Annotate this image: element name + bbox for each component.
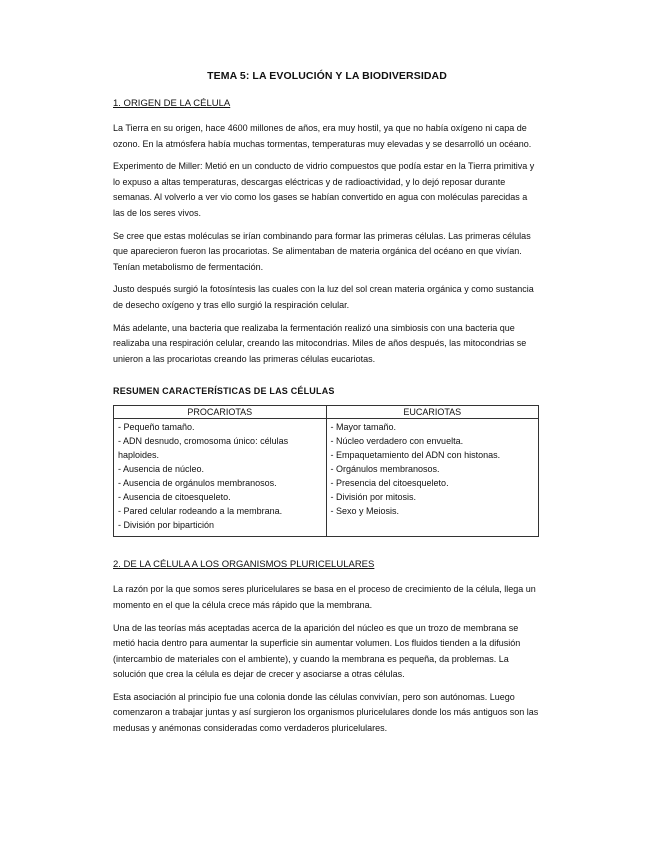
document-title: TEMA 5: LA EVOLUCIÓN Y LA BIODIVERSIDAD	[207, 70, 447, 82]
spacer	[113, 374, 541, 386]
eucariotas-list	[331, 420, 535, 518]
list-item: - Pared celular rodeando a la membrana.	[118, 506, 283, 517]
paragraph: La razón por la que somos seres pluricelulares se basa en el proceso de crecimiento de la célula, llega un momento en el que la célula crece más rápido que la membrana.	[113, 584, 536, 610]
section-heading-origen: 1. ORIGEN DE LA CÉLULA	[113, 98, 231, 109]
paragraph: Justo después surgió la fotosíntesis las cuales con la luz del sol crean materia orgánica y como sustancia de desecho oxígeno y tras ello surgió la respiración celular.	[113, 284, 534, 310]
eucariotas-cell	[326, 419, 539, 537]
section-heading-pluricelulares: 2. DE LA CÉLULA A LOS ORGANISMOS PLURICELULARES	[113, 559, 375, 571]
paragraph: Se cree que estas moléculas se irían combinando para formar las primeras células. Las primeras células que aparecieron fueron las procariotas. Se alimentaban de materia orgánica del océano en que vivían. Tenían metabolismo de fermentación.	[113, 230, 531, 272]
paragraph: Esta asociación al principio fue una colonia donde las células convivían, pero son autónomas. Luego comenzaron a trabajar juntas y así surgieron los organismos pluricelulares donde los más antiguos son las medusas y anémonas consideradas como verdaderos pluricelulares.	[113, 691, 539, 734]
list-item: - Ausencia de núcleo.	[118, 464, 205, 475]
summary-heading: RESUMEN CARACTERÍSTICAS DE LAS CÉLULAS	[113, 386, 335, 397]
list-item: - Sexo y Meiosis.	[330, 506, 400, 517]
list-item: - Ausencia de citoesqueleto.	[118, 492, 231, 503]
paragraph: Más adelante, una bacteria que realizaba la fermentación realizó una simbiosis con una bacteria que realizaba una respiración celular, creando las mitocondrias. Miles de años después, las mitocondrias se unieron a las procariotas creando las primeras células eucariotas.	[113, 322, 527, 364]
header-procariotas: PROCARIOTAS	[114, 406, 327, 419]
list-item: - División por mitosis.	[330, 492, 417, 503]
list-item: - Ausencia de orgánulos membranosos.	[118, 478, 277, 489]
document-page	[113, 70, 541, 744]
paragraph: Una de las teorías más aceptadas acerca de la aparición del núcleo es que un trozo de membrana se metió hacia dentro para aumentar la superficie sin aumentar volumen. Los fluidos tienden a la difusión (intercambio de materiales con el ambiente), y cuando la membrana es pequeña, da problemas. La solución que crea la célula es dejar de crecer y asociarse a otras células.	[113, 622, 521, 680]
table-header-row	[114, 406, 539, 419]
paragraph: La Tierra en su origen, hace 4600 millones de años, era muy hostil, ya que no había oxígeno ni capa de ozono. En la atmósfera había muchas tormentas, temperaturas muy elevadas y se desarrolló un océano.	[113, 123, 532, 149]
list-item: - ADN desnudo, cromosoma único: células haploides.	[118, 436, 289, 461]
cell-comparison-table	[113, 405, 539, 537]
procariotas-list	[118, 420, 322, 532]
paragraph: Experimento de Miller: Metió en un conducto de vidrio compuestos que podía estar en la Tierra primitiva y lo expuso a altas temperaturas, descargas eléctricas y de radioactividad, y lo dejó reposar durante semanas. Al volverlo a ver vio como los gases se habían convertido en agua con moléculas parecidas a las de los seres vivos.	[113, 161, 535, 218]
list-item: - Empaquetamiento del ADN con histonas.	[330, 450, 501, 461]
table-row	[114, 419, 539, 537]
list-item: - División por bipartición	[118, 520, 215, 531]
list-item: - Mayor tamaño.	[330, 422, 397, 433]
list-item: - Pequeño tamaño.	[118, 422, 195, 433]
list-item: - Orgánulos membranosos.	[330, 464, 440, 475]
header-eucariotas: EUCARIOTAS	[326, 406, 539, 419]
procariotas-cell	[114, 419, 327, 537]
list-item: - Presencia del citoesqueleto.	[330, 478, 449, 489]
list-item: - Núcleo verdadero con envuelta.	[330, 436, 464, 447]
